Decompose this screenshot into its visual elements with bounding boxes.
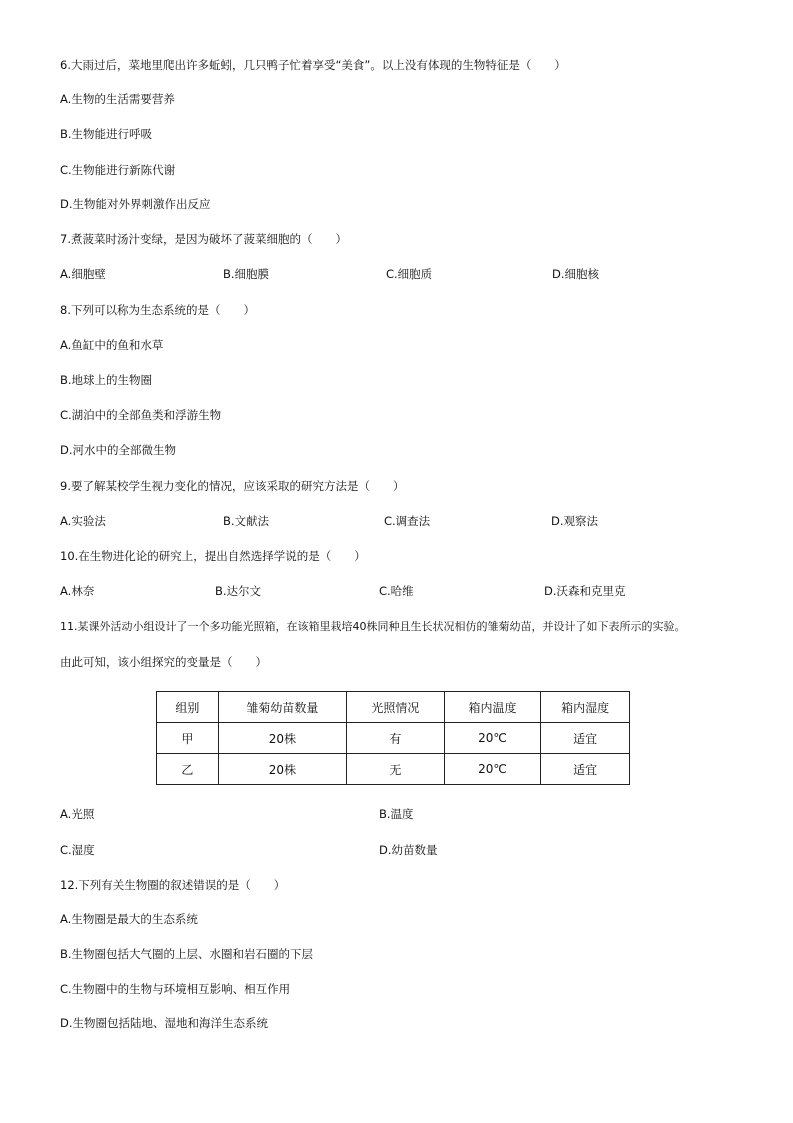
table-header-cell: 雏菊幼苗数量 <box>218 692 346 723</box>
question-6-option-d: D.生物能对外界刺激作出反应 <box>60 197 211 211</box>
experiment-table <box>156 691 630 785</box>
question-9-stem: 9.要了解某校学生视力变化的情况，应该采取的研究方法是（ ） <box>60 479 405 493</box>
question-6-stem: 6.大雨过后，菜地里爬出许多蚯蚓，几只鸭子忙着享受“美食”。以上没有体现的生物特征是（ ） <box>60 58 566 72</box>
table-cell: 甲 <box>157 723 219 754</box>
question-11-option-b: B.温度 <box>379 807 414 821</box>
question-7-option-c: C.细胞质 <box>386 267 433 281</box>
table-cell: 有 <box>347 723 445 754</box>
question-10-option-a: A.林奈 <box>60 584 95 598</box>
question-11-option-c: C.湿度 <box>60 843 95 857</box>
question-11-option-d: D.幼苗数量 <box>379 843 438 857</box>
question-10-option-b: B.达尔文 <box>215 584 262 598</box>
question-10-option-c: C.哈维 <box>379 584 414 598</box>
table-row <box>157 754 630 785</box>
question-8-stem: 8.下列可以称为生态系统的是（ ） <box>60 303 255 317</box>
question-8-option-a: A.鱼缸中的鱼和水草 <box>60 338 164 352</box>
question-12-option-d: D.生物圈包括陆地、湿地和海洋生态系统 <box>60 1016 269 1030</box>
question-9-option-d: D.观察法 <box>551 514 599 528</box>
question-7-option-d: D.细胞核 <box>552 267 600 281</box>
table-cell: 20℃ <box>444 754 541 785</box>
table-cell: 20℃ <box>444 723 541 754</box>
question-7-stem: 7.煮菠菜时汤汁变绿，是因为破坏了菠菜细胞的（ ） <box>60 232 347 246</box>
table-header-cell: 光照情况 <box>347 692 445 723</box>
table-row <box>157 723 630 754</box>
table-cell: 20株 <box>218 754 346 785</box>
table-cell: 20株 <box>218 723 346 754</box>
question-11-option-a: A.光照 <box>60 807 95 821</box>
table-cell: 适宜 <box>541 723 630 754</box>
question-12-option-a: A.生物圈是最大的生态系统 <box>60 912 198 926</box>
question-12-option-c: C.生物圈中的生物与环境相互影响、相互作用 <box>60 982 291 996</box>
question-10-stem: 10.在生物进化论的研究上，提出自然选择学说的是（ ） <box>60 549 366 563</box>
question-7-option-a: A.细胞壁 <box>60 267 106 281</box>
question-11-stem-line-2: 由此可知，该小组探究的变量是（ ） <box>60 655 267 669</box>
question-6-option-c: C.生物能进行新陈代谢 <box>60 163 176 177</box>
question-9-option-c: C.调查法 <box>384 514 431 528</box>
table-header-cell: 箱内湿度 <box>541 692 630 723</box>
question-8-option-d: D.河水中的全部微生物 <box>60 443 177 457</box>
question-9-option-b: B.文献法 <box>223 514 270 528</box>
question-8-option-c: C.湖泊中的全部鱼类和浮游生物 <box>60 408 222 422</box>
question-9-option-a: A.实验法 <box>60 514 106 528</box>
question-8-option-b: B.地球上的生物圈 <box>60 373 153 387</box>
table-cell: 乙 <box>157 754 219 785</box>
question-6-option-a: A.生物的生活需要营养 <box>60 92 175 106</box>
question-10-option-d: D.沃森和克里克 <box>544 584 626 598</box>
question-7-option-b: B.细胞膜 <box>223 267 270 281</box>
table-header-cell: 箱内温度 <box>444 692 541 723</box>
question-11-stem-line-1: 11.某课外活动小组设计了一个多功能光照箱，在该箱里栽培40株同种且生长状况相仿的雏菊幼苗，并设计了如下表所示的实验。 <box>60 620 686 633</box>
question-12-option-b: B.生物圈包括大气圈的上层、水圈和岩石圈的下层 <box>60 947 314 961</box>
question-12-stem: 12.下列有关生物圈的叙述错误的是（ ） <box>60 878 286 892</box>
table-header-cell: 组别 <box>157 692 219 723</box>
table-cell: 无 <box>347 754 445 785</box>
table-cell: 适宜 <box>541 754 630 785</box>
table-header-row <box>157 692 630 723</box>
question-6-option-b: B.生物能进行呼吸 <box>60 127 153 141</box>
